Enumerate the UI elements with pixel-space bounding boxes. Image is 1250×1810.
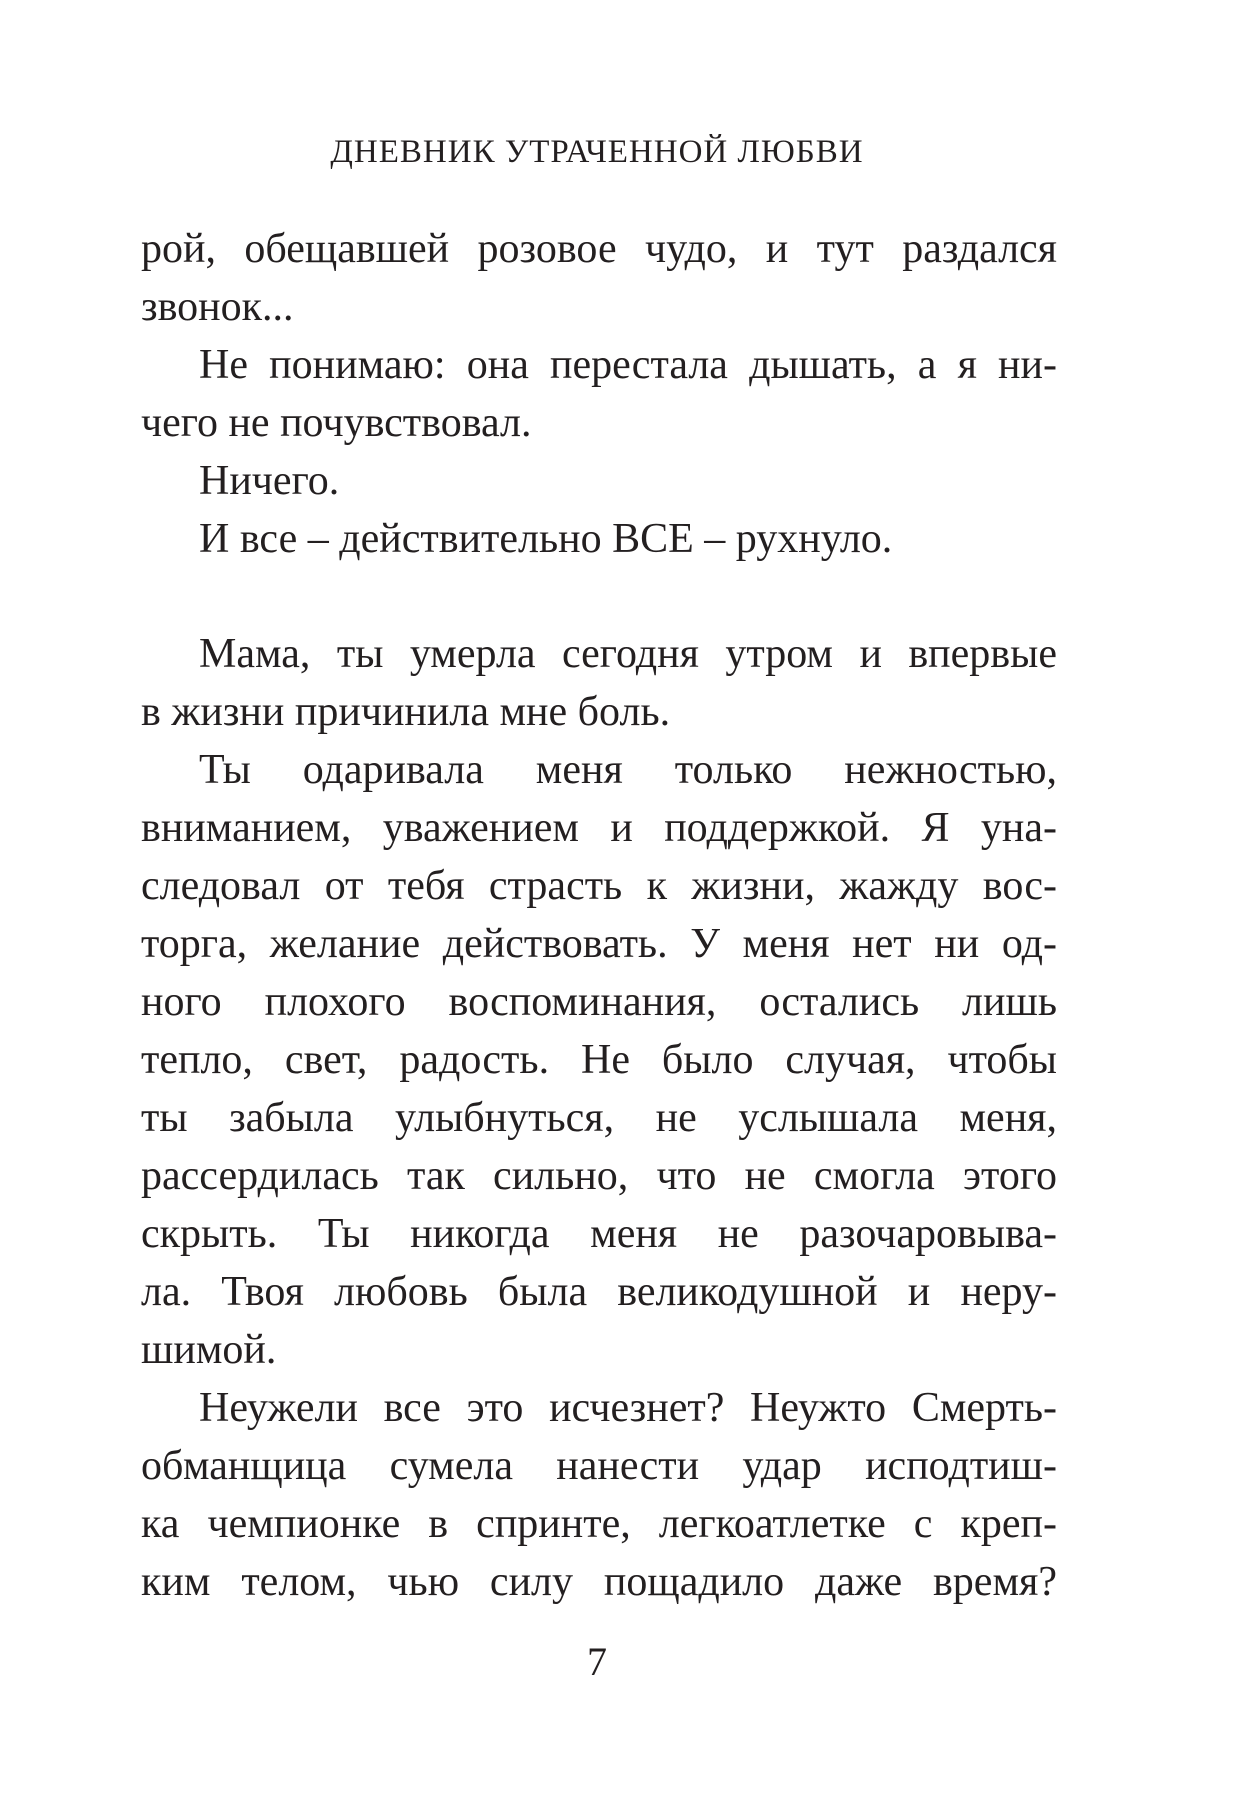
text-line: звонок... [141, 284, 294, 330]
section-break [141, 568, 1057, 625]
text-line: Мама, ты умерла сегодня утром и впервые [199, 631, 1057, 677]
page-number: 7 [587, 1639, 607, 1684]
body-text [141, 220, 1057, 1611]
text-line: Неужели все это исчезнет? Неужто Смерть- [199, 1385, 1057, 1431]
text-line: ка чемпионке в спринте, легкоатлетке с креп- [141, 1501, 1057, 1547]
text-line: обманщица сумела нанести удар исподтиш- [141, 1443, 1057, 1489]
text-line: Не понимаю: она перестала дышать, а я ни- [199, 342, 1057, 388]
text-line: И все – действительно ВСЕ – рухнуло. [199, 516, 893, 562]
text-line: ким телом, чью силу пощадило даже время? [141, 1559, 1057, 1605]
text-line: ты забыла улыбнуться, не услышала меня, [141, 1095, 1057, 1141]
text-line: вниманием, уважением и поддержкой. Я уна- [141, 805, 1057, 851]
text-line: в жизни причинила мне боль. [141, 689, 671, 735]
text-line: тепло, свет, радость. Не было случая, чтобы [141, 1037, 1057, 1083]
text-line: рассердилась так сильно, что не смогла этого [141, 1153, 1057, 1199]
text-line: шимой. [141, 1327, 277, 1373]
text-line: ного плохого воспоминания, остались лишь [141, 979, 1057, 1025]
text-line: рой, обещавшей розовое чудо, и тут раздался [141, 226, 1057, 272]
text-line: чего не почувствовал. [141, 400, 532, 446]
running-title: ДНЕВНИК УТРАЧЕННОЙ ЛЮБВИ [330, 134, 864, 170]
text-line: торга, желание действовать. У меня нет ни од- [141, 921, 1057, 967]
text-line: следовал от тебя страсть к жизни, жажду вос- [141, 863, 1057, 909]
text-line: ла. Твоя любовь была великодушной и неру- [141, 1269, 1057, 1315]
text-line: Ничего. [199, 458, 340, 504]
text-line: Ты одаривала меня только нежностью, [199, 747, 1057, 793]
text-line: скрыть. Ты никогда меня не разочаровыва- [141, 1211, 1057, 1257]
